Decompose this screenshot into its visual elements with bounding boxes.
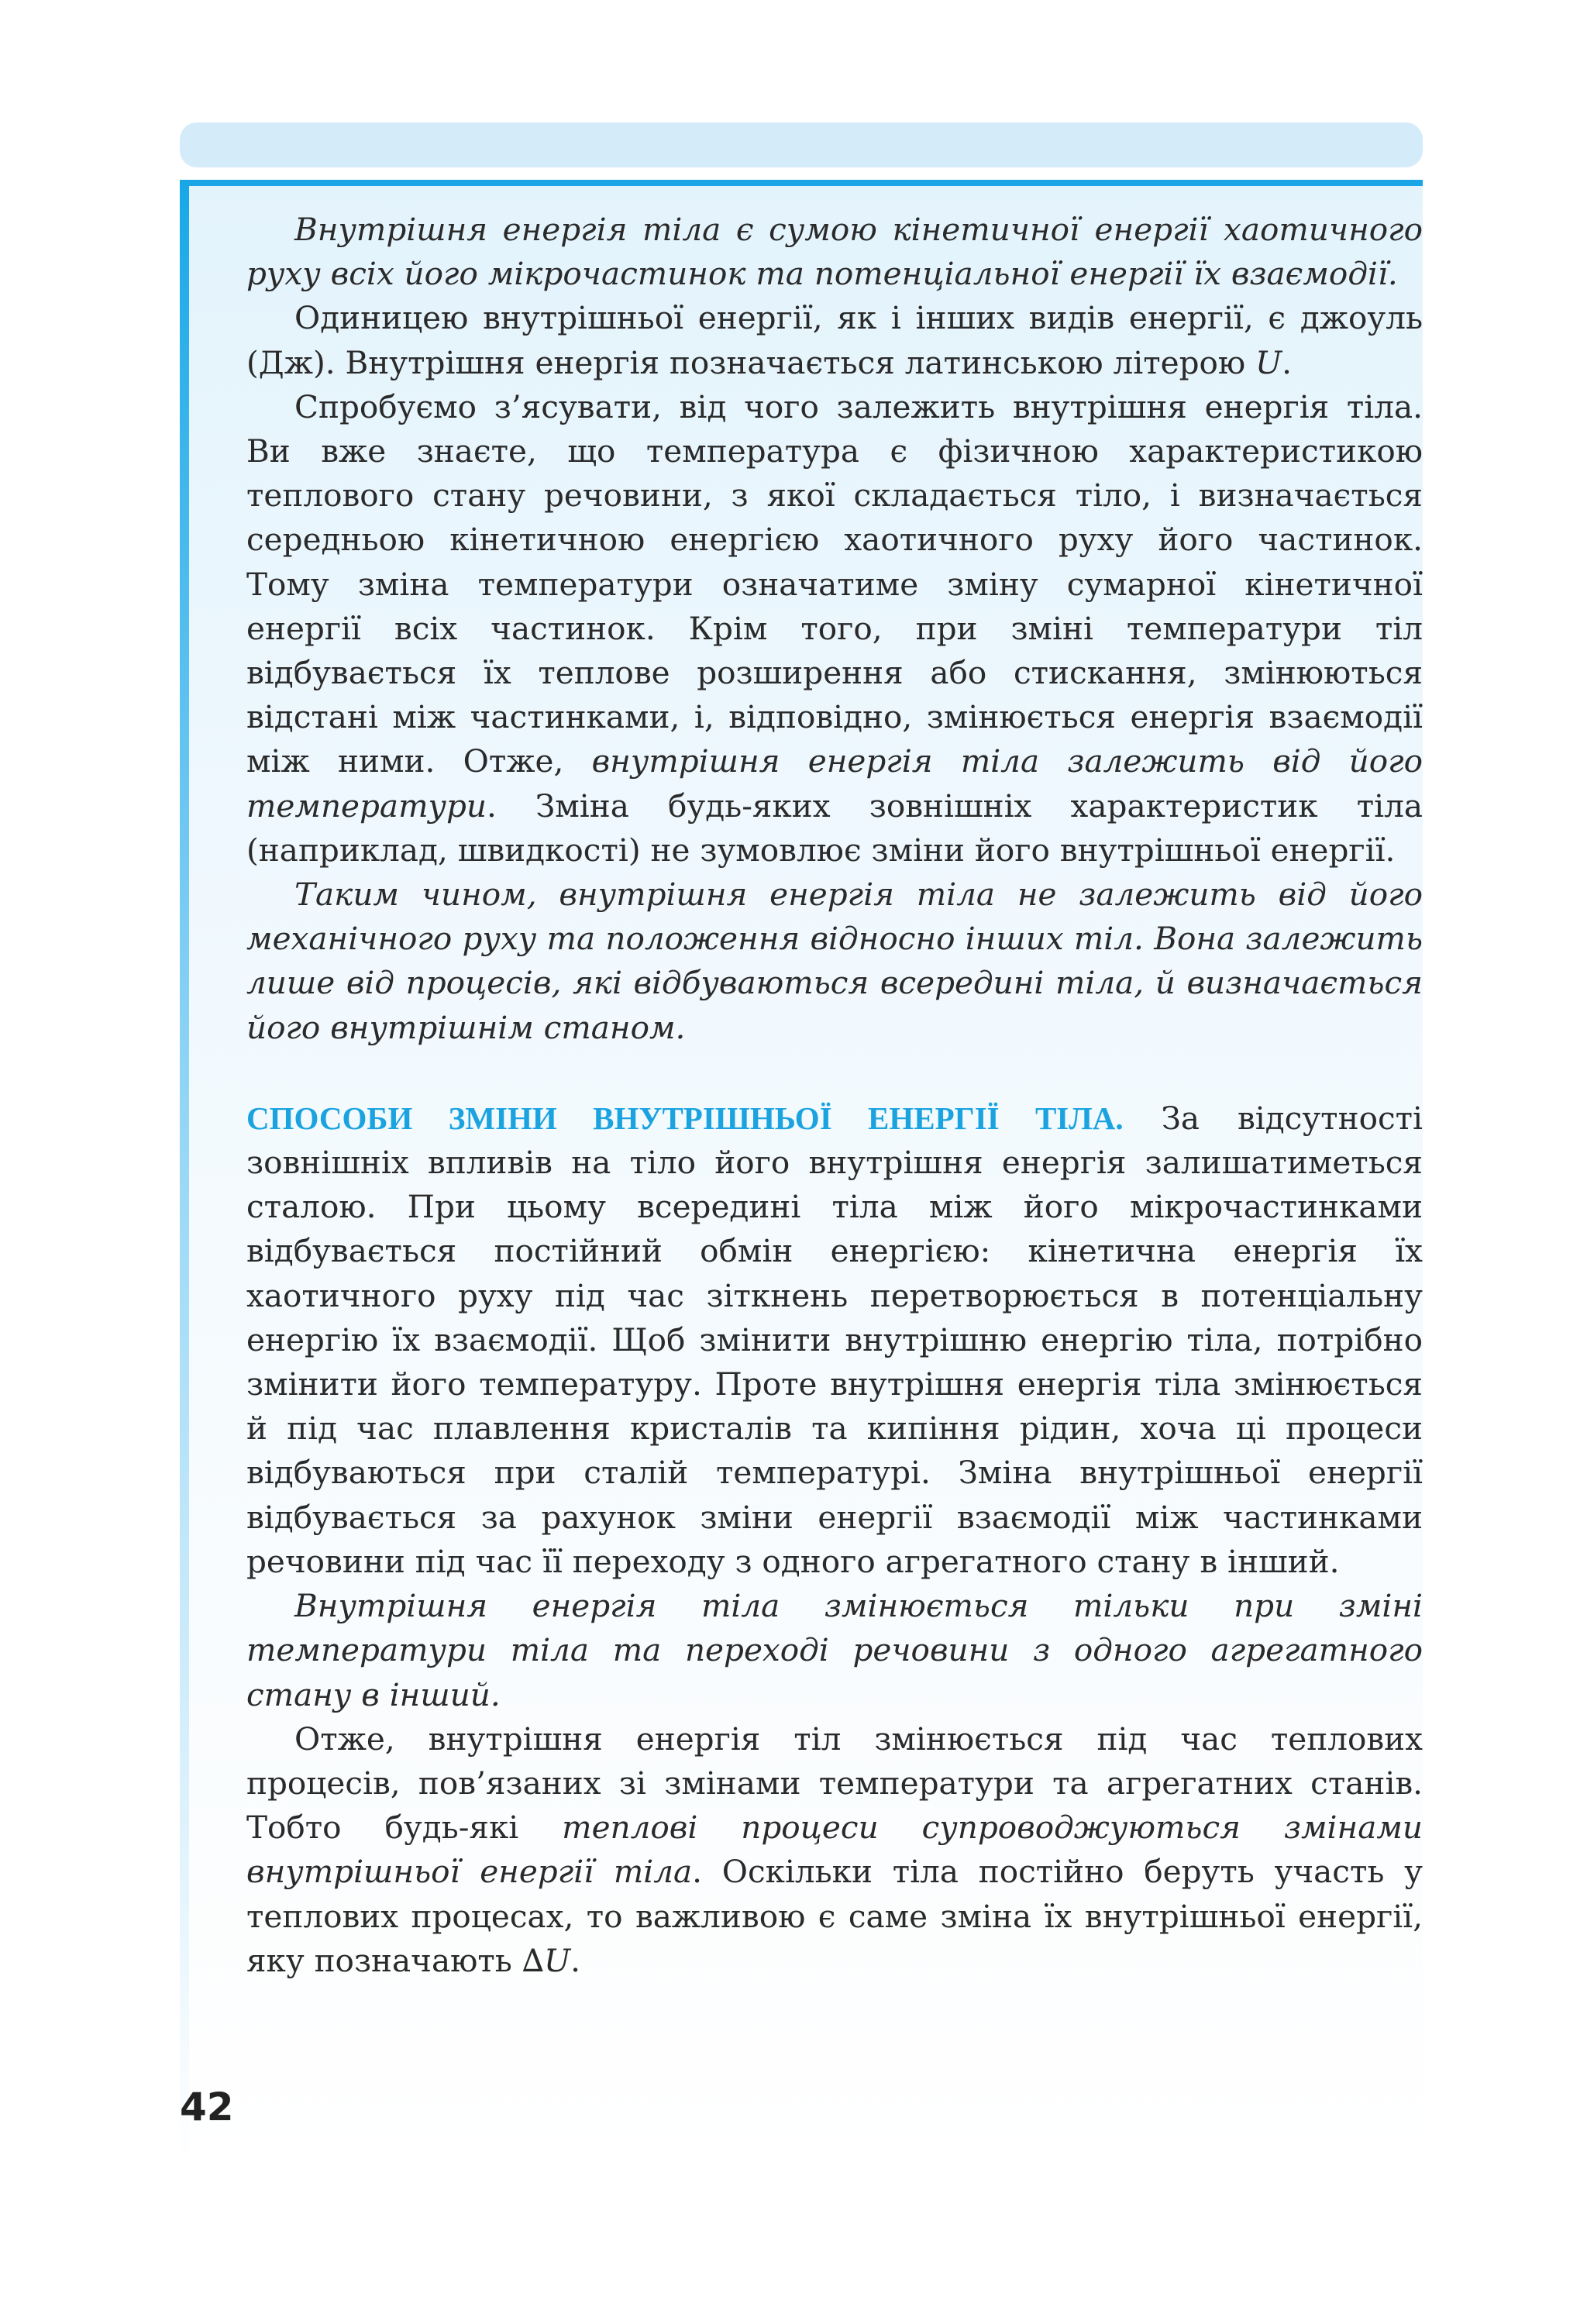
section-final-paragraph: Отже, внутрішня енергія тіл змінюється під час теплових процесів, пов’язаних зі змінами температури та агрегатних станів. Тобто будь-які теплові процеси супроводжуються змінами внутрішньої енергії тіла. Оскільки тіла постійно беруть участь у теплових процесах, то важливою є саме зміна їх внутрішньої енергії, яку позначають ∆U. <box>246 1720 1423 1979</box>
top-banner <box>180 122 1423 167</box>
section-intro-paragraph: СПОСОБИ ЗМІНИ ВНУТРІШНЬОЇ ЕНЕРГІЇ ТІЛА. За відсутності зовнішніх впливів на тіло його внутрішня енергія залишатиметься сталою. При цьому всередині тіла між його мікрочастинками відбувається постійний обмін енергією: кінетична енергія їх хаотичного руху під час зіткнень перетворюється в потенціальну енергію їх взаємодії. Щоб змінити внутрішню енергію тіла, потрібно змінити його температуру. Проте внутрішня енергія тіла змінюється й під час плавлення кристалів та кипіння рідин, хоча ці процеси відбуваються при сталій температурі. Зміна внутрішньої енергії відбувається за рахунок зміни енергії взаємодії між частинками речовини під час її переходу з одного агрегатного стану в інший. <box>246 1099 1423 1580</box>
section-heading: СПОСОБИ ЗМІНИ ВНУТРІШНЬОЇ ЕНЕРГІЇ ТІЛА. <box>246 1100 1124 1136</box>
left-accent-bar <box>180 180 189 2164</box>
page-number: 42 <box>180 2085 234 2129</box>
top-accent-line <box>180 180 1423 186</box>
conclusion-paragraph: Таким чином, внутрішня енергія тіла не залежить від його механічного руху та положення відносно інших тіл. Вона залежить лише від процесів, які відбуваються всередині тіла, й визначається його внутрішнім станом. <box>246 876 1423 1046</box>
unit-paragraph: Одиницею внутрішньої енергії, як і інших видів енергії, є джоуль (Дж). Внутрішня енергія позначається латинською літерою U. <box>246 299 1423 381</box>
dependency-paragraph: Спробуємо з’ясувати, від чого залежить внутрішня енергія тіла. Ви вже знаєте, що температура є фізичною характеристикою теплового стану речовини, з якої складається тіло, і визначається середньою кінетичною енергією хаотичного руху його частинок. Тому зміна температури означатиме зміну сумарної кінетичної енергії всіх частинок. Крім того, при зміні температури тіл відбувається їх теплове розширення або стискання, змінюються відстані між частинками, і, відповідно, змінюється енергія взаємодії між ними. Отже, внутрішня енергія тіла залежить від його температури. Зміна будь-яких зовнішніх характеристик тіла (наприклад, швидкості) не зумовлює зміни його внутрішньої енергії. <box>246 387 1423 869</box>
definition-paragraph: Внутрішня енергія тіла є сумою кінетичної енергії хаотичного руху всіх його мікрочастинок та потенціальної енергії їх взаємодії. <box>246 211 1423 293</box>
section-gap <box>246 1050 1423 1097</box>
page-content <box>246 208 1423 1983</box>
section-definition-paragraph: Внутрішня енергія тіла змінюється тільки при зміні температури тіла та переході речовини з одного агрегатного стану в інший. <box>246 1587 1423 1713</box>
